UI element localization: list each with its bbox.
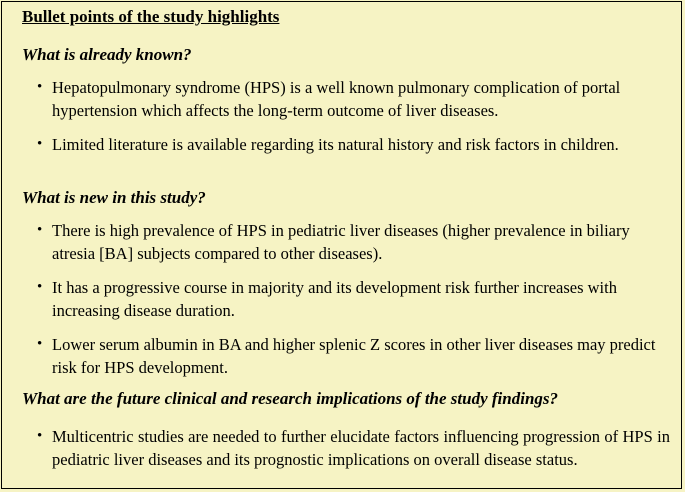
bullet-icon: • — [37, 136, 43, 152]
list-item: There is high prevalence of HPS in pediatric liver diseases (higher prevalence in biliary atresia [BA] subjects compared to other diseases). — [52, 221, 630, 263]
list-item: Lower serum albumin in BA and higher splenic Z scores in other liver diseases may predict risk for HPS development. — [52, 335, 656, 377]
bullet-icon: • — [37, 279, 43, 295]
highlights-title: Bullet points of the study highlights — [22, 7, 280, 26]
bullet-icon: • — [37, 79, 43, 95]
list-item: Multicentric studies are needed to further elucidate factors influencing progression of HPS in pediatric liver diseases and its prognostic implications on overall disease status. — [52, 427, 670, 469]
list-item: It has a progressive course in majority and its development risk further increases with increasing disease duration. — [52, 278, 617, 320]
highlights-box — [1, 1, 682, 489]
section-heading-new: What is new in this study? — [22, 188, 206, 207]
list-item: Limited literature is available regarding its natural history and risk factors in children. — [52, 135, 619, 154]
section-heading-implications: What are the future clinical and research implications of the study findings? — [22, 389, 559, 408]
bullet-icon: • — [37, 222, 43, 238]
section-heading-known: What is already known? — [22, 45, 192, 64]
bullet-icon: • — [37, 428, 43, 444]
bullet-icon: • — [37, 336, 43, 352]
list-item: Hepatopulmonary syndrome (HPS) is a well known pulmonary complication of portal hypertension which affects the long-term outcome of liver diseases. — [52, 78, 621, 120]
